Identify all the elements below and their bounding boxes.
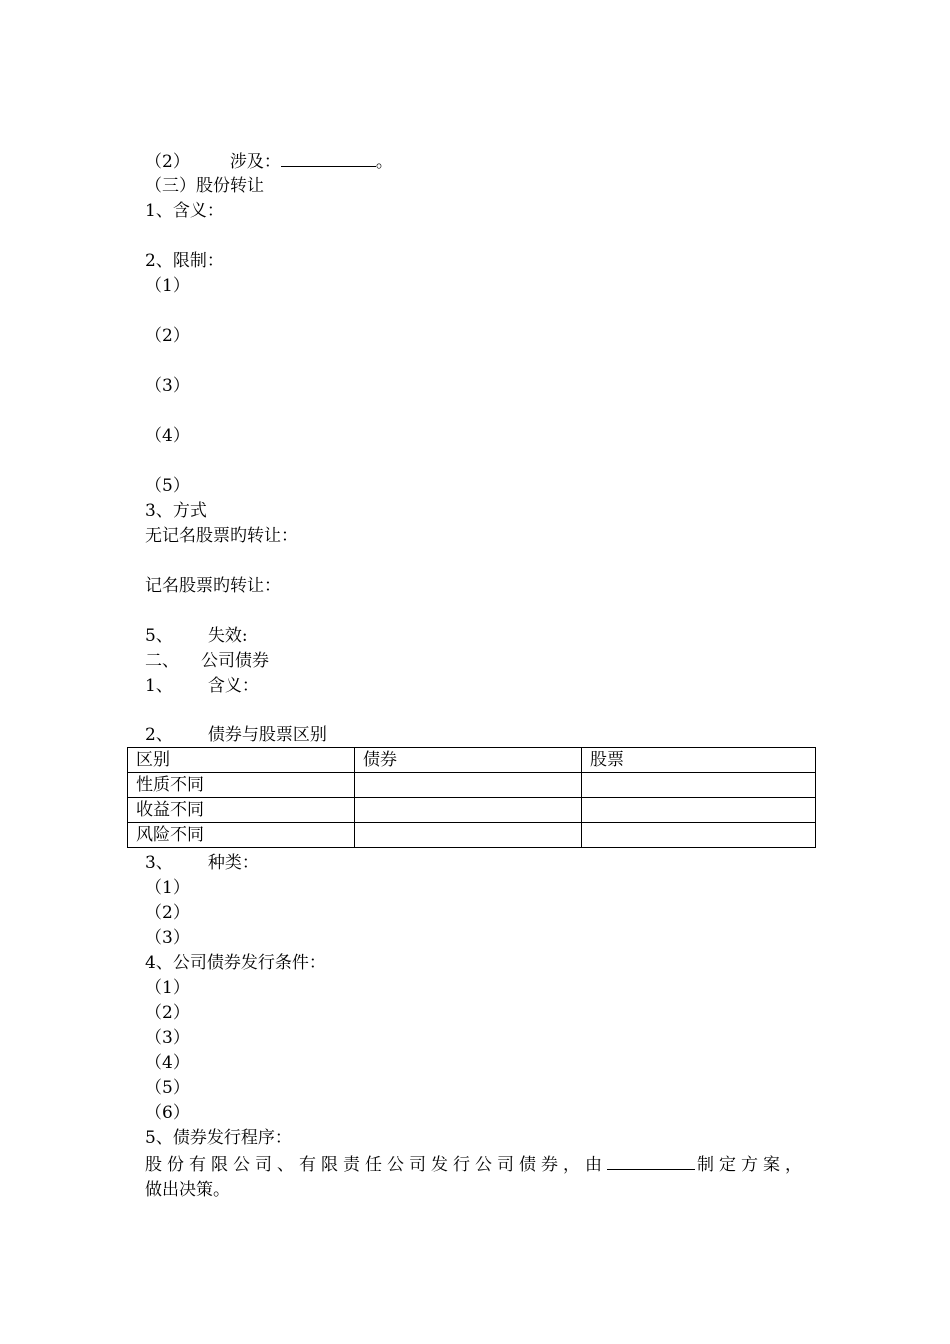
list-item: （6）	[145, 1103, 190, 1123]
procedure-paragraph: 股份有限公司、有限责任公司发行公司债券，由 制定方案，	[145, 1155, 805, 1175]
list-item: （4）	[145, 1053, 190, 1073]
list-item: （1）	[145, 276, 190, 296]
section-heading-corporate-bonds: 二、 公司债券	[145, 651, 269, 671]
table-cell: 收益不同	[128, 798, 355, 823]
item-issuance-conditions: 4、公司债券发行条件：	[145, 953, 326, 973]
table-cell[interactable]	[582, 798, 816, 823]
table-header-cell: 债券	[355, 748, 582, 773]
table-cell[interactable]	[355, 773, 582, 798]
procedure-paragraph-continued: 做出决策。	[145, 1180, 230, 1200]
table-header-cell: 股票	[582, 748, 816, 773]
bond-vs-stock-table	[127, 747, 816, 848]
table-cell[interactable]	[582, 823, 816, 848]
table-cell[interactable]	[355, 798, 582, 823]
list-item: （3）	[145, 1028, 190, 1048]
table-cell[interactable]	[355, 823, 582, 848]
item-methods: 3、方式	[145, 501, 207, 521]
item-bond-meaning: 1、 含义：	[145, 676, 259, 696]
table-row	[128, 798, 816, 823]
table-cell: 性质不同	[128, 773, 355, 798]
item-invalidity: 5、 失效:	[145, 626, 248, 646]
section-heading-share-transfer: （三）股份转让	[145, 176, 264, 196]
list-item: （2）	[145, 903, 190, 923]
table-cell[interactable]	[582, 773, 816, 798]
fill-in-blank[interactable]	[281, 150, 376, 167]
item-2-involvement: （2） 涉及： 。	[145, 152, 393, 172]
fill-in-blank[interactable]	[607, 1153, 695, 1170]
item-meaning: 1、含义：	[145, 201, 224, 221]
item-restrictions: 2、限制：	[145, 251, 224, 271]
list-item: （2）	[145, 326, 190, 346]
item-bond-vs-stock: 2、 债券与股票区别	[145, 725, 327, 745]
list-item: （4）	[145, 426, 190, 446]
list-item: （1）	[145, 878, 190, 898]
registered-share-transfer: 记名股票旳转让：	[145, 576, 281, 596]
table-header-cell: 区别	[128, 748, 355, 773]
list-item: （5）	[145, 1078, 190, 1098]
table-row	[128, 773, 816, 798]
item-issuance-procedure: 5、债券发行程序：	[145, 1128, 292, 1148]
list-item: （2）	[145, 1003, 190, 1023]
item-bond-types: 3、 种类：	[145, 853, 259, 873]
table-row	[128, 823, 816, 848]
table-header-row	[128, 748, 816, 773]
list-item: （3）	[145, 928, 190, 948]
bearer-share-transfer: 无记名股票旳转让：	[145, 526, 298, 546]
list-item: （5）	[145, 476, 190, 496]
list-item: （3）	[145, 376, 190, 396]
table-cell: 风险不同	[128, 823, 355, 848]
list-item: （1）	[145, 978, 190, 998]
